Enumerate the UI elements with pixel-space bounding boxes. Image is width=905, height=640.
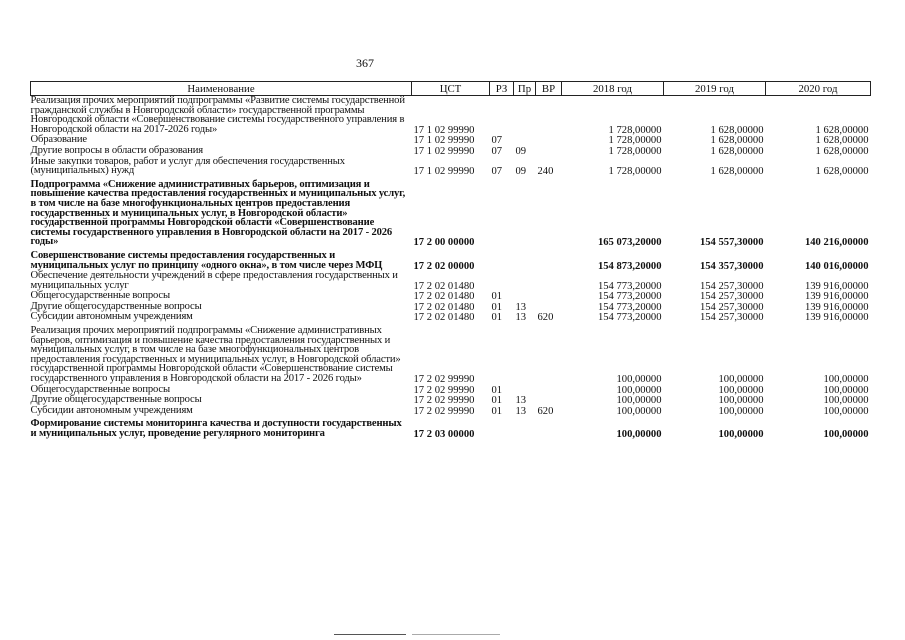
table-row bbox=[31, 96, 871, 136]
row-value-2019: 1 628,00000 bbox=[710, 145, 764, 157]
row-value-2018: 100,00000 bbox=[616, 405, 662, 417]
row-value-2018: 1 728,00000 bbox=[608, 124, 662, 136]
row-value-2020: 1 628,00000 bbox=[815, 124, 869, 136]
row-rz bbox=[490, 96, 514, 136]
row-pr bbox=[514, 385, 536, 396]
row-name: Образование bbox=[30, 134, 87, 146]
row-code: 17 2 02 00000 bbox=[413, 260, 475, 272]
row-vr bbox=[536, 96, 562, 136]
row-value-2019: 154 257,30000 bbox=[699, 291, 764, 303]
scan-artifact-line bbox=[334, 634, 406, 635]
row-value-2020: 1 628,00000 bbox=[815, 166, 869, 178]
row-code: 17 2 03 00000 bbox=[413, 429, 475, 440]
row-value-2018: 100,00000 bbox=[616, 384, 662, 396]
row-pr: 13 bbox=[515, 301, 527, 313]
page-number: 367 bbox=[356, 56, 374, 70]
row-value-2019: 100,00000 bbox=[718, 374, 764, 386]
row-code: 17 2 02 01480 bbox=[413, 280, 475, 292]
row-value-2018: 1 728,00000 bbox=[608, 166, 662, 178]
row-pr bbox=[514, 271, 536, 291]
row-value-2019: 100,00000 bbox=[718, 405, 764, 417]
row-code: 17 1 02 99990 bbox=[413, 166, 475, 178]
header-rz: РЗ bbox=[490, 82, 514, 96]
row-pr: 09 bbox=[515, 166, 527, 178]
row-value-2020: 100,00000 bbox=[823, 405, 869, 417]
row-value-2020: 139 916,00000 bbox=[804, 312, 869, 324]
row-pr bbox=[514, 135, 536, 146]
row-vr bbox=[536, 177, 562, 248]
row-pr: 13 bbox=[515, 405, 527, 417]
table-header bbox=[31, 82, 871, 96]
row-code: 17 2 02 01480 bbox=[413, 291, 475, 303]
row-name: Реализация прочих мероприятий подпрограммы «Развитие системы государственной гражданской службы в Новгородской области» государственной программы Новгородской области «Совершенствование системы государственного управления в Новгородской области на 2017-2026 годы» bbox=[30, 95, 405, 135]
table-row bbox=[31, 271, 871, 291]
table-row bbox=[31, 248, 871, 271]
header-2019: 2019 год bbox=[664, 82, 766, 96]
table-row bbox=[31, 312, 871, 323]
row-name: Формирование системы мониторинга качества и доступности государственных и муниципальных услуг, проведение регулярного мониторинга bbox=[30, 418, 402, 439]
row-code: 17 2 00 00000 bbox=[413, 237, 475, 249]
table-row bbox=[31, 146, 871, 157]
row-vr: 620 bbox=[537, 405, 554, 417]
row-vr bbox=[536, 271, 562, 291]
row-code: 17 2 02 01480 bbox=[413, 301, 475, 313]
row-value-2020: 139 916,00000 bbox=[804, 291, 869, 303]
row-value-2020: 139 916,00000 bbox=[804, 280, 869, 292]
row-name: Подпрограмма «Снижение административных барьеров, оптимизация и повышение качества предоставления государственных и муниципальных услуг, в том числе на базе многофункциональных центров предоставления государственных и муниципальных услуг, в Новгородской области» государственной программы Новгородской области «Совершенствование системы государственного управления в Новгородской области на 2017 - 2026 годы» bbox=[30, 178, 406, 248]
row-vr bbox=[536, 395, 562, 406]
row-name: Общегосударственные вопросы bbox=[30, 383, 170, 395]
row-name: Обеспечение деятельности учреждений в сфере предоставления государственных и муниципальных услуг bbox=[30, 270, 398, 291]
table-body bbox=[31, 96, 871, 440]
row-value-2018: 100,00000 bbox=[616, 429, 662, 440]
row-rz bbox=[490, 323, 514, 385]
row-vr bbox=[536, 135, 562, 146]
row-pr: 13 bbox=[515, 395, 527, 407]
row-value-2020: 100,00000 bbox=[823, 395, 869, 407]
row-value-2018: 1 728,00000 bbox=[608, 145, 662, 157]
row-code: 17 1 02 99990 bbox=[413, 135, 475, 147]
row-value-2018: 154 773,20000 bbox=[597, 291, 662, 303]
row-name: Субсидии автономным учреждениям bbox=[30, 311, 193, 323]
row-pr: 13 bbox=[515, 312, 527, 324]
row-code: 17 2 02 99990 bbox=[413, 405, 475, 417]
row-value-2020: 139 916,00000 bbox=[804, 301, 869, 313]
row-code: 17 2 02 99990 bbox=[413, 395, 475, 407]
row-name: Другие вопросы в области образования bbox=[30, 144, 203, 156]
row-value-2019: 154 257,30000 bbox=[699, 280, 764, 292]
row-rz: 01 bbox=[491, 395, 503, 407]
row-rz: 07 bbox=[491, 145, 503, 157]
header-2018: 2018 год bbox=[562, 82, 664, 96]
row-rz: 01 bbox=[491, 384, 503, 396]
row-rz: 07 bbox=[491, 166, 503, 178]
header-vr: ВР bbox=[536, 82, 562, 96]
row-value-2018: 100,00000 bbox=[616, 374, 662, 386]
row-value-2019: 1 628,00000 bbox=[710, 166, 764, 178]
row-value-2018: 154 773,20000 bbox=[597, 312, 662, 324]
row-value-2020: 140 016,00000 bbox=[804, 260, 869, 272]
budget-table bbox=[30, 81, 871, 440]
row-name: Субсидии автономным учреждениям bbox=[30, 404, 193, 416]
row-vr bbox=[536, 323, 562, 385]
row-code: 17 1 02 99990 bbox=[413, 145, 475, 157]
row-value-2019: 154 557,30000 bbox=[699, 237, 764, 249]
header-code: ЦСТ bbox=[412, 82, 490, 96]
row-value-2019: 100,00000 bbox=[718, 384, 764, 396]
row-value-2020: 1 628,00000 bbox=[815, 145, 869, 157]
table-row bbox=[31, 157, 871, 177]
row-value-2019: 100,00000 bbox=[718, 429, 764, 440]
row-code: 17 2 02 99990 bbox=[413, 384, 475, 396]
row-pr bbox=[514, 323, 536, 385]
row-vr bbox=[536, 416, 562, 439]
row-pr bbox=[514, 291, 536, 302]
row-name: Иные закупки товаров, работ и услуг для обеспечения государственных (муниципальных) нужд bbox=[30, 155, 345, 177]
row-rz bbox=[490, 177, 514, 248]
row-name: Другие общегосударственные вопросы bbox=[30, 300, 202, 312]
row-code: 17 2 02 01480 bbox=[413, 312, 475, 324]
row-vr bbox=[536, 248, 562, 271]
row-value-2019: 154 257,30000 bbox=[699, 312, 764, 324]
row-rz: 07 bbox=[491, 135, 503, 147]
row-rz: 01 bbox=[491, 405, 503, 417]
row-value-2019: 1 628,00000 bbox=[710, 124, 764, 136]
row-rz bbox=[490, 271, 514, 291]
row-value-2018: 100,00000 bbox=[616, 395, 662, 407]
row-vr bbox=[536, 146, 562, 157]
row-name: Другие общегосударственные вопросы bbox=[30, 394, 202, 406]
row-value-2019: 154 257,30000 bbox=[699, 301, 764, 313]
table-row bbox=[31, 406, 871, 417]
row-pr bbox=[514, 416, 536, 439]
row-value-2020: 1 628,00000 bbox=[815, 135, 869, 147]
row-pr bbox=[514, 96, 536, 136]
row-value-2018: 154 773,20000 bbox=[597, 301, 662, 313]
row-pr bbox=[514, 177, 536, 248]
row-rz bbox=[490, 416, 514, 439]
row-value-2020: 100,00000 bbox=[823, 374, 869, 386]
header-name: Наименование bbox=[31, 82, 412, 96]
row-vr bbox=[536, 291, 562, 302]
row-vr bbox=[536, 385, 562, 396]
row-rz bbox=[490, 248, 514, 271]
header-2020: 2020 год bbox=[766, 82, 871, 96]
header-pr: Пр bbox=[514, 82, 536, 96]
row-rz: 01 bbox=[491, 291, 503, 303]
table-row bbox=[31, 416, 871, 439]
table-row bbox=[31, 323, 871, 385]
row-name: Реализация прочих мероприятий подпрограммы «Снижение административных барьеров, оптимизация и повышение качества предоставления государственных и муниципальных услуг, в том числе на базе многофункциональных центров предоставления государственных и муниципальных услуг, в Новгородской области» государственной программы Новгородской области «Совершенствование системы государственного управления в Новгородской области на 2017 - 2026 годы» bbox=[30, 325, 401, 385]
row-rz: 01 bbox=[491, 301, 503, 313]
row-value-2018: 165 073,20000 bbox=[597, 237, 662, 249]
row-value-2020: 100,00000 bbox=[823, 384, 869, 396]
row-value-2019: 100,00000 bbox=[718, 395, 764, 407]
row-rz: 01 bbox=[491, 312, 503, 324]
row-name: Общегосударственные вопросы bbox=[30, 290, 170, 302]
row-code: 17 2 02 99990 bbox=[413, 374, 475, 386]
scan-artifact-line bbox=[412, 634, 500, 635]
row-vr bbox=[536, 302, 562, 313]
row-pr: 09 bbox=[515, 145, 527, 157]
row-vr: 620 bbox=[537, 312, 554, 324]
row-value-2018: 154 773,20000 bbox=[597, 280, 662, 292]
row-name: Совершенствование системы предоставления государственных и муниципальных услуг по принципу «одного окна», в том числе через МФЦ bbox=[30, 249, 383, 271]
row-code: 17 1 02 99990 bbox=[413, 124, 475, 136]
row-vr: 240 bbox=[537, 166, 554, 178]
row-value-2020: 140 216,00000 bbox=[804, 237, 869, 249]
row-value-2019: 154 357,30000 bbox=[699, 260, 764, 272]
table-row bbox=[31, 177, 871, 248]
row-value-2018: 1 728,00000 bbox=[608, 135, 662, 147]
row-pr bbox=[514, 248, 536, 271]
row-value-2019: 1 628,00000 bbox=[710, 135, 764, 147]
row-value-2020: 100,00000 bbox=[823, 429, 869, 440]
row-value-2018: 154 873,20000 bbox=[597, 260, 662, 272]
